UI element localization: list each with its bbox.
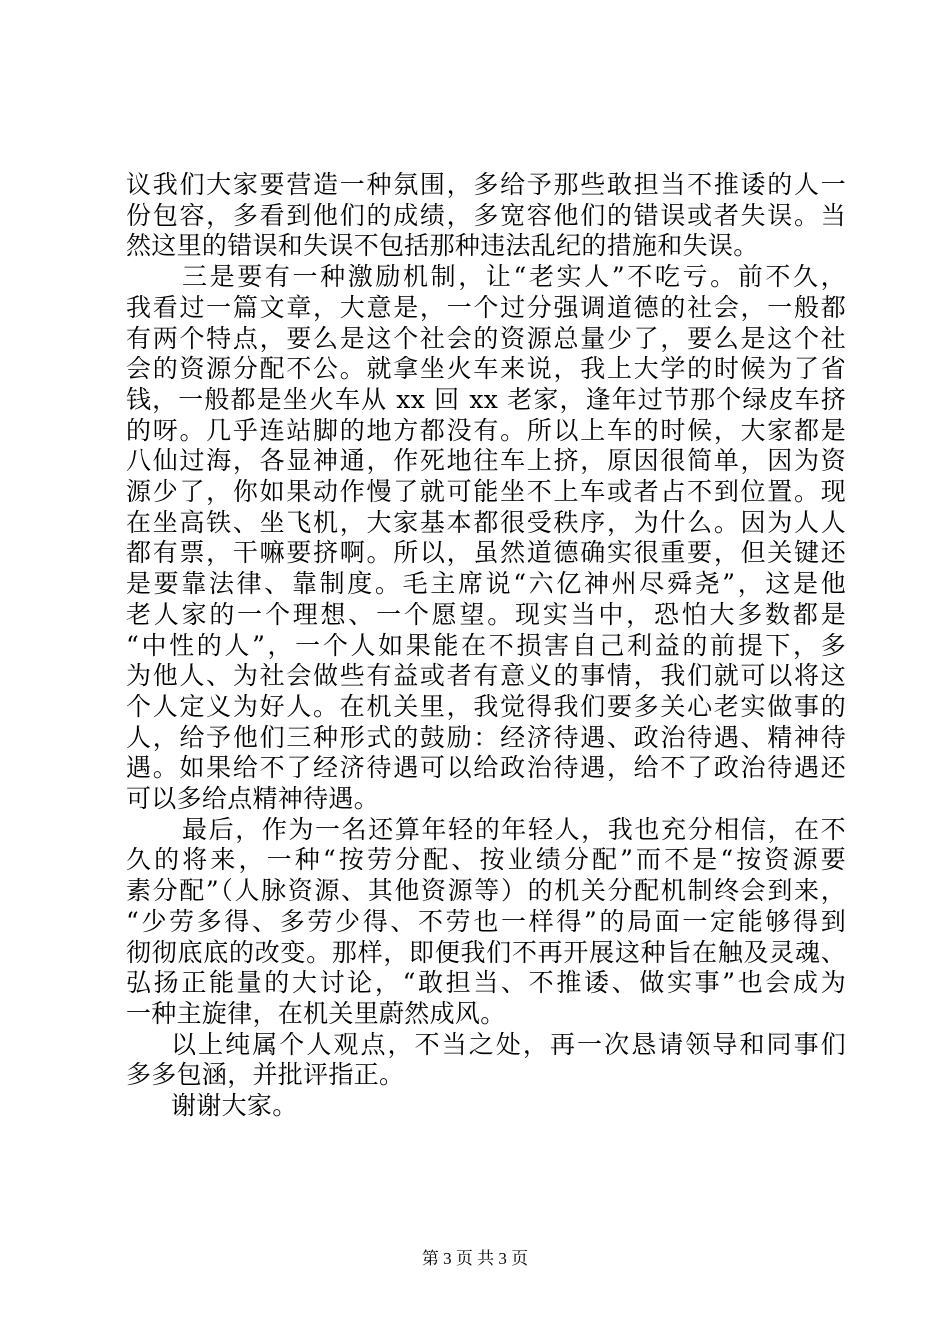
- text-line: 多多包涵，并批评指正。: [126, 1060, 405, 1090]
- text-line: 有两个特点，要么是这个社会的资源总量少了，要么是这个社: [126, 323, 846, 353]
- paragraph-first-line: 最后，作为一名还算年轻的年轻人，我也充分相信，在不: [182, 814, 846, 844]
- text-line: 八仙过海，各显神通，作死地往车上挤，原因很简单，因为资: [126, 446, 846, 476]
- text-line: “中性的人”，一个人如果能在不损害自己利益的前提下，多: [126, 630, 846, 660]
- page-number-label: 第 3 页 共 3 页: [421, 1249, 529, 1268]
- paragraph-first-line: 以上纯属个人观点，不当之处，再一次恳请领导和同事们: [171, 1029, 846, 1059]
- text-line: “少劳多得、多劳少得、不劳也一样得”的局面一定能够得到: [126, 906, 846, 936]
- text-line: 彻彻底底的改变。那样，即便我们不再开展这种旨在触及灵魂、: [126, 937, 846, 967]
- text-line: 钱，一般都是坐火车从 xx 回 xx 老家，逢年过节那个绿皮车挤: [126, 384, 846, 414]
- closing-line: 谢谢大家。: [171, 1091, 298, 1121]
- text-line: 会的资源分配不公。就拿坐火车来说，我上大学的时候为了省: [126, 354, 846, 384]
- text-line: 我看过一篇文章，大意是，一个过分强调道德的社会，一般都: [126, 292, 846, 322]
- text-line: 可以多给点精神待遇。: [126, 784, 380, 814]
- text-line: 源少了，你如果动作慢了就可能坐不上车或者占不到位置。现: [126, 477, 846, 507]
- text-line: 在坐高铁、坐飞机，大家基本都很受秩序，为什么。因为人人: [126, 507, 846, 537]
- text-line: 久的将来，一种“按劳分配、按业绩分配”而不是“按资源要: [126, 845, 846, 875]
- text-line: 然这里的错误和失误不包括那种违法乱纪的措施和失误。: [126, 231, 759, 261]
- text-line: 遇。如果给不了经济待遇可以给政治待遇，给不了政治待遇还: [126, 753, 846, 783]
- text-line: 老人家的一个理想、一个愿望。现实当中，恐怕大多数都是: [126, 599, 846, 629]
- text-line: 为他人、为社会做些有益或者有意义的事情，我们就可以将这: [126, 661, 846, 691]
- text-line: 都有票，干嘛要挤啊。所以，虽然道德确实很重要，但关键还: [126, 538, 846, 568]
- text-line: 是要靠法律、靠制度。毛主席说“六亿神州尽舜尧”，这是他: [126, 569, 846, 599]
- text-line: 个人定义为好人。在机关里，我觉得我们要多关心老实做事的: [126, 691, 846, 721]
- document-body: [126, 170, 846, 1122]
- text-line: 弘扬正能量的大讨论，“敢担当、不推诿、做实事”也会成为: [126, 968, 846, 998]
- text-line: 议我们大家要营造一种氛围，多给予那些敢担当不推诿的人一: [126, 170, 846, 199]
- text-line: 人，给予他们三种形式的鼓励：经济待遇、政治待遇、精神待: [126, 722, 846, 752]
- text-line: 素分配”（人脉资源、其他资源等）的机关分配机制终会到来，: [126, 876, 846, 906]
- text-line: 的呀。几乎连站脚的地方都没有。所以上车的时候，大家都是: [126, 415, 846, 445]
- text-line: 份包容，多看到他们的成绩，多宽容他们的错误或者失误。当: [126, 200, 846, 230]
- text-line: 一种主旋律，在机关里蔚然成风。: [126, 998, 506, 1028]
- page-footer: [0, 1248, 950, 1270]
- paragraph-first-line: 三是要有一种激励机制，让“老实人”不吃亏。前不久，: [182, 262, 846, 292]
